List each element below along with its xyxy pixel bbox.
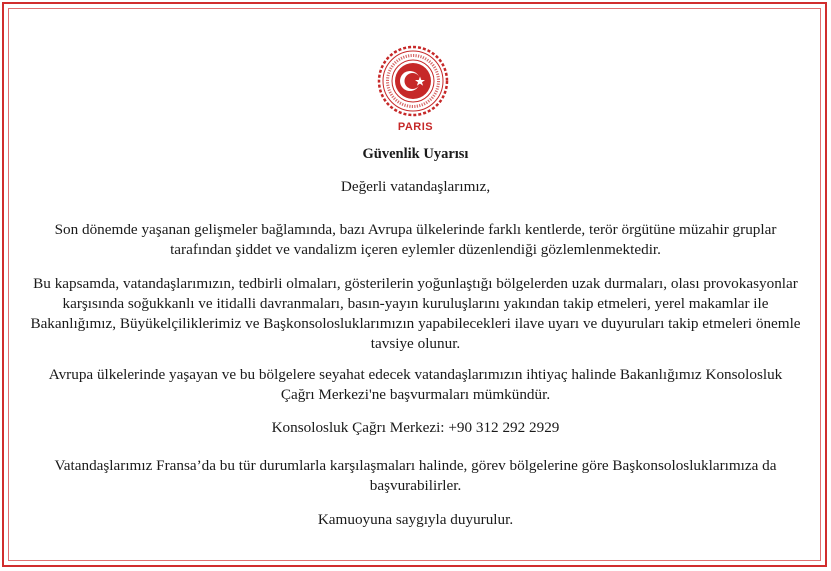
paragraph-2: Bu kapsamda, vatandaşlarımızın, tedbirli olmaları, gösterilerin yoğunlaştığı bölgelerden uzak durmaları, olası provokasyonlar karşısında soğukkanlı ve itidalli davranmaları, basın-yayın kuruluşlarını yakından takip etmeleri, yerel makamlar ile Bakanlığımız, Büyükelçiliklerimiz ve Başkonsolosluklarımızın yapabilecekleri ilave uyarı ve duyuruları takip etmeleri önemle tavsiye olunur. [30, 275, 801, 352]
greeting-text: Değerli vatandaşlarımız, [340, 178, 491, 195]
call-center-line: Konsolosluk Çağrı Merkezi: +90 312 292 2929 [271, 419, 560, 436]
mission-label: PARIS [397, 121, 434, 133]
paragraph-3: Avrupa ülkelerinde yaşayan ve bu bölgelere seyahat edecek vatandaşlarımızın ihtiyaç halinde Bakanlığımız Konsolosluk Çağrı Merkezi'ne başvurmaları mümkündür. [48, 366, 783, 403]
closing-text: Kamuoyuna saygıyla duyurulur. [317, 511, 514, 528]
paragraph-1: Son dönemde yaşanan gelişmeler bağlamında, bazı Avrupa ülkelerinde farklı kentlerde, terör örgütüne müzahir gruplar tarafından şiddet ve vandalizm içeren eylemler düzenlendiği gözlemlenmektedir. [54, 221, 777, 258]
paragraph-5: Vatandaşlarımız Fransa’da bu tür durumlarla karşılaşmaları halinde, görev bölgelerine göre Başkonsolosluklarımıza da başvurabilirler. [54, 457, 777, 494]
embassy-emblem-icon [377, 45, 449, 117]
document-title: Güvenlik Uyarısı [362, 146, 469, 162]
